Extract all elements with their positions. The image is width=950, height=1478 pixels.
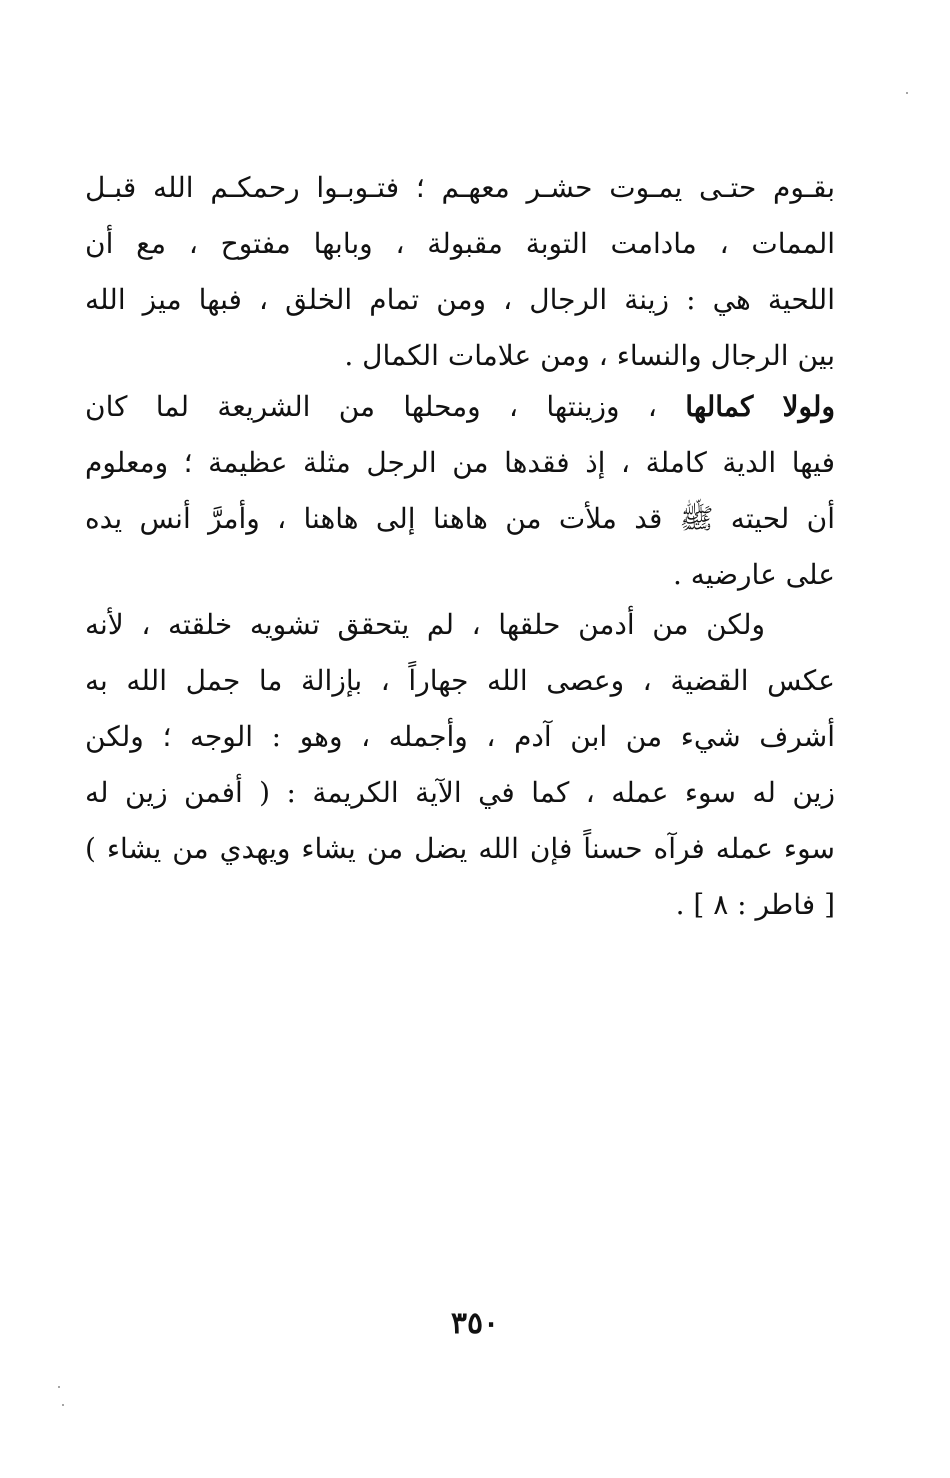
paragraph-3-line-4: زين له سوء عمله ، كما في الآية الكريمة : ( أفمن زين له bbox=[85, 776, 835, 809]
paragraph-2-bold-lead: ولولا كمالها bbox=[685, 390, 835, 423]
paragraph-3-line-1: ولكن من أدمن حلقها ، لم يتحقق تشويه خلقته ، لأنه bbox=[85, 608, 765, 641]
paragraph-2-line-1-text: ، وزينتها ، ومحلها من الشريعة لما كان bbox=[85, 390, 686, 423]
scan-speck-bottom-left-2 bbox=[62, 1404, 64, 1406]
scan-speck-bottom-left-1 bbox=[58, 1386, 60, 1388]
paragraph-2 bbox=[85, 379, 835, 603]
page-number: ٣٥٠ bbox=[450, 1306, 500, 1341]
paragraph-2-line-4: على عارضيه . bbox=[672, 558, 835, 591]
paragraph-3-line-3: أشرف شيء من ابن آدم ، وأجمله ، وهو : الوجه ؛ ولكن bbox=[85, 720, 835, 753]
paragraph-1-line-3: اللحية هي : زينة الرجال ، ومن تمام الخلق ، فبها ميز الله bbox=[85, 283, 835, 316]
paragraph-3 bbox=[85, 597, 835, 933]
paragraph-1 bbox=[85, 160, 835, 384]
paragraph-3-line-6: [ فاطر : ٨ ] . bbox=[675, 888, 835, 921]
scan-speck-top-right bbox=[906, 92, 908, 94]
paragraph-2-line-3: أن لحيته ﷺ قد ملأت من هاهنا إلى هاهنا ، وأمرَّ أنس يده bbox=[85, 502, 835, 535]
paragraph-3-line-2: عكس القضية ، وعصى الله جهاراً ، بإزالة ما جمل الله به bbox=[85, 664, 836, 697]
paragraph-2-line-2: فيها الدية كاملة ، إذ فقدها من الرجل مثلة عظيمة ؛ ومعلوم bbox=[85, 446, 835, 479]
paragraph-1-line-4: بين الرجال والنساء ، ومن علامات الكمال . bbox=[344, 339, 835, 372]
paragraph-2-line-1 bbox=[85, 379, 835, 435]
paragraph-1-line-2: الممات ، مادامت التوبة مقبولة ، وبابها مفتوح ، مع أن bbox=[85, 227, 835, 260]
paragraph-1-line-1: بقـوم حتـى يمـوت حشـر معهـم ؛ فتـوبـوا رحمكـم الله قبـل bbox=[85, 171, 835, 204]
paragraph-3-line-5: سوء عمله فرآه حسناً فإن الله يضل من يشاء ويهدي من يشاء ) bbox=[85, 832, 835, 865]
